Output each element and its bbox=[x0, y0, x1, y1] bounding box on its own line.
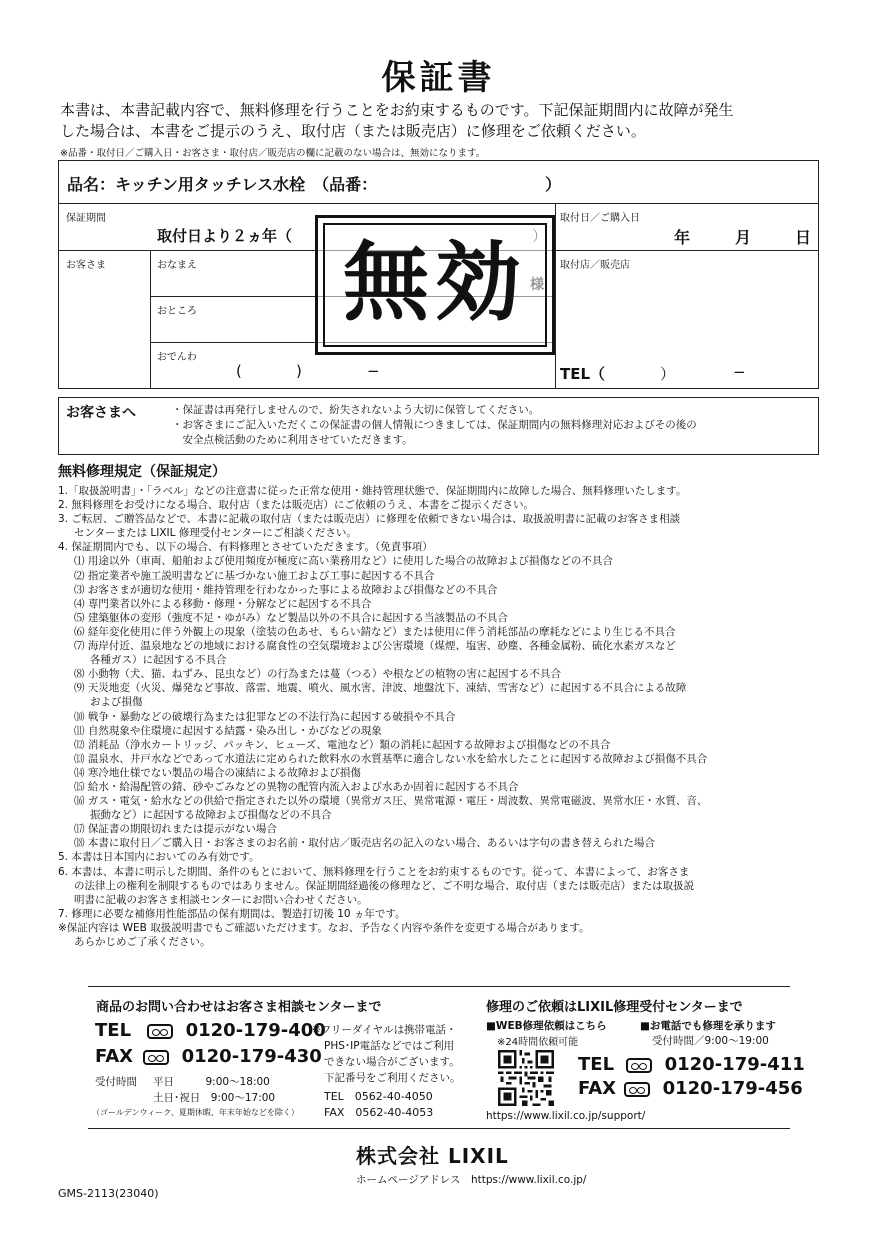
free-note-3: できない場合がございます。 bbox=[324, 1056, 460, 1068]
phone-label: おでんわ bbox=[157, 352, 197, 363]
web-repair-sub: ※24時間依頼可能 bbox=[497, 1037, 579, 1048]
rule-line: ⒃ ガス・電気・給水などの供給で指定された以外の環境（異常ガス圧、異常電源・電圧・周波数、異常電磁波、異常水圧・水質、音、 bbox=[74, 795, 708, 808]
rule-line: の法律上の権利を制限するものではありません。保証期間経過後の修理など、ご不明な場合、取付店（または販売店）または取扱説 bbox=[74, 879, 695, 892]
alt-tel[interactable]: TEL 0562-40-4050 bbox=[324, 1090, 433, 1103]
free-note-2: PHS･IP電話などではご利用 bbox=[324, 1040, 455, 1052]
footer-top-rule bbox=[88, 986, 790, 987]
intro-note: ※品番・取付日／ご購入日・お客さま・取付店／販売店の欄に記載のない場合は、無効になります。 bbox=[60, 148, 486, 159]
freedial-icon bbox=[624, 1082, 650, 1097]
right-contact-heading: 修理のご依頼はLIXIL修理受付センターまで bbox=[486, 1000, 743, 1015]
web-repair-label: ■WEB修理依頼はこちら bbox=[486, 1020, 607, 1032]
rule-line: ⒀ 温泉水、井戸水などであって水道法に定められた飲料水の水質基準に適合しない水を給水したことに起因する故障および損傷不具合 bbox=[74, 752, 708, 765]
hours-note: （ゴールデンウィーク、夏期休暇、年末年始などを除く） bbox=[92, 1108, 299, 1117]
rules-heading: 無料修理規定（保証規定） bbox=[58, 464, 226, 480]
product-name: 品名：キッチン用タッチレス水栓 （品番： ） bbox=[67, 175, 562, 194]
rule-line: ⑼ 天災地変（火災、爆発など事故、落雷、地震、噴火、風水害、津波、地盤沈下、凍結、雪害など）に起因する不具合による故障 bbox=[74, 682, 687, 695]
void-stamp-text: 無効 bbox=[343, 233, 527, 333]
shop-tel-dash: − bbox=[733, 363, 746, 381]
rule-line: 明書に記載のお客さま相談センターにお問い合わせください。 bbox=[74, 893, 368, 906]
rule-line: ⑾ 自然現象や住環境に起因する結露・染み出し・かびなどの現象 bbox=[74, 724, 382, 737]
rule-line: 1.「取扱説明書」・「ラベル」などの注意書に従った正常な使用・維持管理状態で、保証期間内に故障した場合、無料修理いたします。 bbox=[58, 485, 687, 497]
rule-line: ⑻ 小動物（犬、猫、ねずみ、昆虫など）の行為または蔓（つる）や根などの植物の害に起因する不具合 bbox=[74, 668, 561, 681]
tel-number[interactable]: 0120-179-400 bbox=[185, 1020, 326, 1041]
freedial-icon bbox=[143, 1050, 169, 1065]
company-homepage[interactable]: ホームページアドレス https://www.lixil.co.jp/ bbox=[356, 1174, 587, 1186]
rule-line: ⑽ 戦争・暴動などの破壊行為または犯罪などの不法行為に起因する破損や不具合 bbox=[74, 710, 456, 723]
notice-line-2: ・お客さまにご記入いただくこの保証書の個人情報につきましては、保証期間内の無料修理対応およびその後の bbox=[172, 419, 697, 431]
phone-paren-close: ) bbox=[296, 362, 302, 380]
shop-tel: TEL（ bbox=[560, 365, 606, 383]
rule-line: ⑵ 指定業者や施工説明書などに基づかない施工および工事に起因する不具合 bbox=[74, 569, 435, 582]
intro-line-1: 本書は、本書記載内容で、無料修理を行うことをお約束するものです。下記保証期間内に故障が発生 bbox=[60, 101, 734, 119]
alt-fax[interactable]: FAX 0562-40-4053 bbox=[324, 1106, 434, 1119]
shop-label: 取付店／販売店 bbox=[560, 260, 630, 271]
rule-line: あらかじめご了承ください。 bbox=[74, 936, 211, 948]
date-day: 日 bbox=[795, 228, 812, 247]
shop-tel-close: ） bbox=[660, 365, 676, 383]
rule-line: ⒄ 保証書の期限切れまたは提示がない場合 bbox=[74, 823, 277, 836]
left-contact-heading: 商品のお問い合わせはお客さま相談センターまで bbox=[96, 1000, 382, 1015]
phone-paren-open: ( bbox=[236, 362, 242, 380]
rule-line: 3. ご転居、ご贈答品などで、本書に記載の取付店（または販売店）に修理を依頼できない場合は、取扱説明書に記載のお客さま相談 bbox=[58, 513, 681, 526]
free-note-1: ※フリーダイヤルは携帯電話・ bbox=[312, 1024, 457, 1036]
tel-label: TEL bbox=[95, 1020, 132, 1041]
phone-repair-hours: 受付時間／9:00〜19:00 bbox=[652, 1035, 769, 1047]
hours-label: 受付時間 bbox=[95, 1076, 137, 1088]
address-label: おところ bbox=[157, 306, 197, 317]
phone-repair-label: ■お電話でも修理を承ります bbox=[640, 1020, 776, 1032]
rule-line: ⑹ 経年変化使用に伴う外観上の現象（塗装の色あせ、もらい錆など）または使用に伴う消耗部品の摩耗などにより生じる不具合 bbox=[74, 625, 676, 638]
repair-fax-label: FAX bbox=[578, 1078, 617, 1099]
rule-line: ※保証内容は WEB 取扱説明書でもご確認いただけます。なお、予告なく内容や条件を変更する場合があります。 bbox=[58, 921, 590, 934]
notice-line-3: 安全点検活動のために利用させていただきます。 bbox=[172, 434, 413, 446]
rule-line: 各種ガス）に起因する不具合 bbox=[90, 654, 227, 667]
phone-dash: − bbox=[367, 362, 380, 380]
notice-line-1: ・保証書は再発行しませんので、紛失されないよう大切に保管してください。 bbox=[172, 404, 540, 416]
rule-line: センターまたは LIXIL 修理受付センターにご相談ください。 bbox=[74, 527, 357, 540]
rules-list bbox=[58, 484, 848, 949]
rule-line: および損傷 bbox=[90, 696, 143, 709]
repair-tel-label: TEL bbox=[578, 1054, 615, 1075]
intro-line-2: した場合は、本書をご提示のうえ、取付店（または販売店）に修理をご依頼ください。 bbox=[60, 122, 646, 140]
rule-line: ⑴ 用途以外（車両、船舶および使用頻度が極度に高い業務用など）に使用した場合の故障および損傷などの不具合 bbox=[74, 555, 613, 568]
rule-line: ⒂ 給水・給湯配管の錆、砂やごみなどの異物の配管内流入および水あか固着に起因する不具合 bbox=[74, 780, 519, 793]
rule-line: ⑶ お客さまが適切な使用・維持管理を行わなかった事による故障および損傷などの不具合 bbox=[74, 583, 498, 596]
rule-line: ⑺ 海岸付近、温泉地などの地域における腐食性の空気環境および公害環境（煤煙、塩害、砂塵、各種金属粉、硫化水素ガスなど bbox=[74, 640, 676, 653]
rule-line: 振動など）に起因する故障および損傷などの不具合 bbox=[90, 809, 332, 822]
support-url-link[interactable]: https://www.lixil.co.jp/support/ bbox=[486, 1110, 646, 1122]
freedial-icon bbox=[626, 1058, 652, 1073]
void-stamp bbox=[315, 215, 555, 355]
rule-line: ⑷ 専門業者以外による移動・修理・分解などに起因する不具合 bbox=[74, 597, 372, 610]
rule-line: 4. 保証期間内でも、以下の場合、有料修理とさせていただきます。（免責事項） bbox=[58, 541, 433, 554]
rule-line: ⑸ 建築躯体の変形（強度不足・ゆがみ）など製品以外の不具合に起因する当該製品の不具合 bbox=[74, 611, 508, 624]
rule-line: ⑿ 消耗品（浄水カートリッジ、パッキン、ヒューズ、電池など）類の消耗に起因する故障および損傷などの不具合 bbox=[74, 738, 611, 751]
rule-line: 6. 本書は、本書に明示した期間、条件のもとにおいて、無料修理を行うことをお約束するものです。従って、本書によって、お客さま bbox=[58, 865, 690, 878]
rule-line: ⒁ 寒冷地仕様でない製品の場合の凍結による故障および損傷 bbox=[74, 766, 361, 779]
doc-code: GMS-2113(23040) bbox=[58, 1187, 159, 1200]
rule-line: ⒅ 本書に取付日／ご購入日・お客さまのお名前・取付店／販売店名の記入のない場合、あるいは字句の書き替えられた場合 bbox=[74, 837, 655, 850]
fax-number[interactable]: 0120-179-430 bbox=[181, 1046, 322, 1067]
date-year: 年 bbox=[674, 228, 691, 247]
qr-code-icon[interactable] bbox=[498, 1050, 554, 1106]
customer-label: お客さま bbox=[66, 260, 106, 271]
repair-tel-number[interactable]: 0120-179-411 bbox=[664, 1054, 805, 1075]
page-title: 保証書 bbox=[381, 58, 496, 98]
footer-bottom-rule bbox=[88, 1128, 790, 1129]
hours-weekday: 平日 9:00〜18:00 bbox=[153, 1076, 270, 1088]
fax-label: FAX bbox=[95, 1046, 134, 1067]
rule-line: 5. 本書は日本国内においてのみ有効です。 bbox=[58, 851, 260, 864]
name-label: おなまえ bbox=[157, 260, 197, 271]
repair-fax-number[interactable]: 0120-179-456 bbox=[662, 1078, 803, 1099]
rule-line: 7. 修理に必要な補修用性能部品の保有期間は、製造打切後 10 ヵ年です。 bbox=[58, 907, 406, 920]
warranty-period-value: 取付日より２ヵ年（ bbox=[157, 227, 293, 245]
freedial-icon bbox=[147, 1024, 173, 1039]
hours-weekend: 土日･祝日 9:00〜17:00 bbox=[153, 1092, 276, 1104]
install-date-label: 取付日／ご購入日 bbox=[560, 213, 640, 224]
date-month: 月 bbox=[735, 228, 752, 247]
rule-line: 2. 無料修理をお受けになる場合、取付店（または販売店）にご依頼のうえ、本書をご提示ください。 bbox=[58, 499, 534, 512]
company-name: 株式会社 LIXIL bbox=[356, 1144, 509, 1168]
warranty-period-label: 保証期間 bbox=[66, 213, 106, 224]
notice-label: お客さまへ bbox=[66, 405, 136, 421]
free-note-4: 下記番号をご利用ください。 bbox=[324, 1072, 461, 1084]
